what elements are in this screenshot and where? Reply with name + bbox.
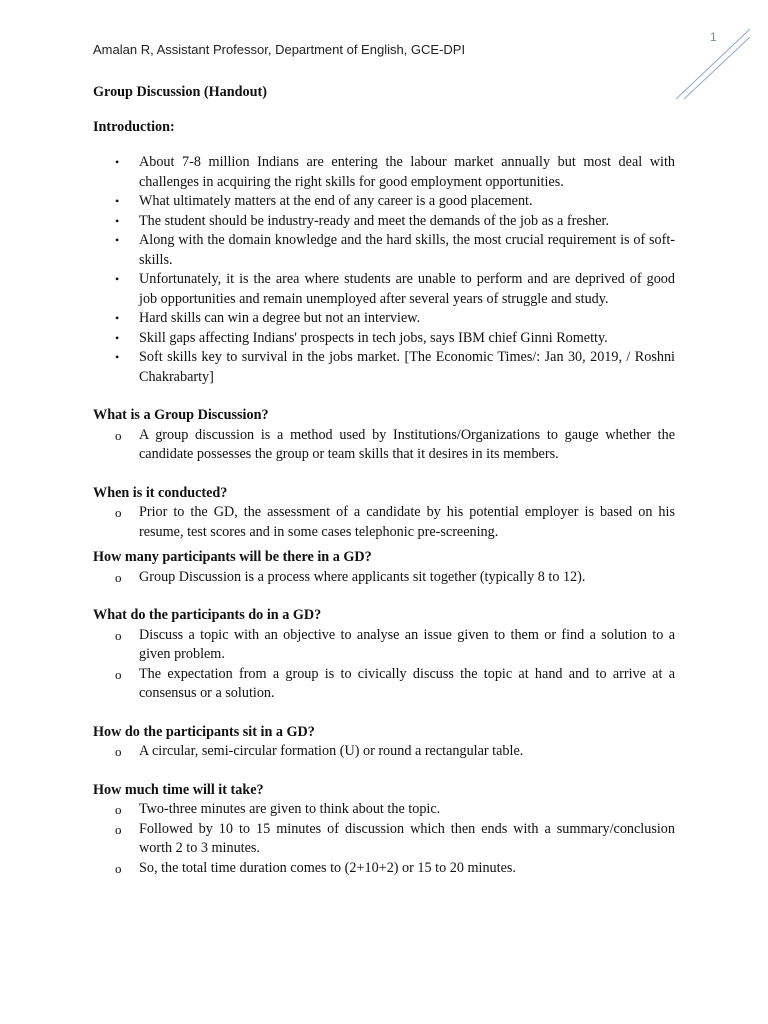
header-author-line: Amalan R, Assistant Professor, Department of English, GCE-DPI xyxy=(93,42,466,57)
list-item-text: Two-three minutes are given to think about the topic. xyxy=(139,801,441,817)
list-item-text: The student should be industry-ready and meet the demands of the job as a fresher. xyxy=(139,212,610,229)
list-item xyxy=(93,503,675,542)
list-item xyxy=(93,859,675,879)
sub-bullet-glyph: o xyxy=(115,860,122,876)
section-list-when-conducted xyxy=(93,503,675,542)
list-item-text: So, the total time duration comes to (2+10+2) or 15 to 20 minutes. xyxy=(139,859,516,876)
section-list-duration xyxy=(93,800,675,878)
list-item xyxy=(93,820,675,859)
list-item-text: Unfortunately, it is the area where students are unable to perform and are deprived of good job opportunities and remain unemployed after several years of struggle and study. xyxy=(139,271,675,307)
list-item xyxy=(93,426,675,465)
list-item-text: A group discussion is a method used by Institutions/Organizations to gauge whether the candidate possesses the group or team skills that it desires in its members. xyxy=(139,426,675,462)
sub-bullet-glyph: o xyxy=(115,821,122,837)
bullet-glyph: • xyxy=(115,155,120,169)
section-list-participants-count xyxy=(93,568,675,588)
list-item-text: Followed by 10 to 15 minutes of discussion which then ends with a summary/conclusion worth 2 to 3 minutes. xyxy=(139,820,675,856)
section-list-participants-do xyxy=(93,626,675,704)
bullet-glyph: • xyxy=(115,233,120,247)
list-item-text: Group Discussion is a process where applicants sit together (typically 8 to 12). xyxy=(139,568,586,585)
bullet-glyph: • xyxy=(115,350,120,364)
list-item xyxy=(93,192,675,212)
bullet-glyph: • xyxy=(115,311,120,325)
list-item xyxy=(93,665,675,704)
section-heading-participants-count: How many participants will be there in a GD? xyxy=(93,549,372,565)
sub-bullet-glyph: o xyxy=(115,427,122,443)
list-item-text: Discuss a topic with an objective to analyse an issue given to them or find a solution to a given problem. xyxy=(139,626,675,662)
section-heading-participants-do: What do the participants do in a GD? xyxy=(93,607,322,623)
list-item-text: A circular, semi-circular formation (U) or round a rectangular table. xyxy=(139,743,524,759)
intro-bullet-list xyxy=(93,153,675,387)
intro-heading: Introduction: xyxy=(93,119,175,135)
list-item xyxy=(93,742,675,762)
list-item-text: Soft skills key to survival in the jobs market. [The Economic Times/: Jan 30, 2019, / Roshni Chakrabarty] xyxy=(139,349,675,385)
sub-bullet-glyph: o xyxy=(115,505,122,520)
sub-bullet-glyph: o xyxy=(115,627,122,643)
bullet-glyph: • xyxy=(115,330,120,345)
list-item xyxy=(93,231,675,270)
list-item xyxy=(93,212,675,232)
list-item xyxy=(93,153,675,192)
sub-bullet-glyph: o xyxy=(115,802,122,817)
bullet-glyph: • xyxy=(115,194,120,208)
corner-decoration-lines xyxy=(668,25,754,103)
sub-bullet-glyph: o xyxy=(115,666,122,682)
bullet-glyph: • xyxy=(115,213,120,228)
section-heading-what-is-gd: What is a Group Discussion? xyxy=(93,407,269,423)
list-item-text: What ultimately matters at the end of any career is a good placement. xyxy=(139,193,533,209)
list-item xyxy=(93,270,675,309)
list-item xyxy=(93,800,675,820)
sub-bullet-glyph: o xyxy=(115,569,122,585)
list-item xyxy=(93,348,675,387)
list-item-text: About 7-8 million Indians are entering the labour market annually but most deal with challenges in acquiring the right skills for good employment opportunities. xyxy=(139,154,675,190)
page-number: 1 xyxy=(710,30,717,44)
list-item xyxy=(93,568,675,588)
list-item-text: Prior to the GD, the assessment of a candidate by his potential employer is based on his resume, test scores and in some cases telephonic pre-screening. xyxy=(139,504,675,540)
section-heading-seating: How do the participants sit in a GD? xyxy=(93,723,315,740)
sub-bullet-glyph: o xyxy=(115,744,122,759)
list-item-text: Hard skills can win a degree but not an interview. xyxy=(139,310,421,326)
list-item xyxy=(93,309,675,329)
list-item xyxy=(93,626,675,665)
section-list-what-is-gd xyxy=(93,426,675,465)
list-item xyxy=(93,329,675,349)
list-item-text: Along with the domain knowledge and the hard skills, the most crucial requirement is of soft-skills. xyxy=(139,232,675,268)
section-heading-duration: How much time will it take? xyxy=(93,781,264,798)
list-item-text: Skill gaps affecting Indians' prospects in tech jobs, says IBM chief Ginni Rometty. xyxy=(139,329,608,346)
document-body xyxy=(93,83,675,878)
section-heading-when-conducted: When is it conducted? xyxy=(93,484,228,501)
section-list-seating xyxy=(93,742,675,762)
document-title: Group Discussion (Handout) xyxy=(93,84,267,100)
list-item-text: The expectation from a group is to civically discuss the topic at hand and to arrive at a consensus or a solution. xyxy=(139,665,675,701)
bullet-glyph: • xyxy=(115,272,120,286)
